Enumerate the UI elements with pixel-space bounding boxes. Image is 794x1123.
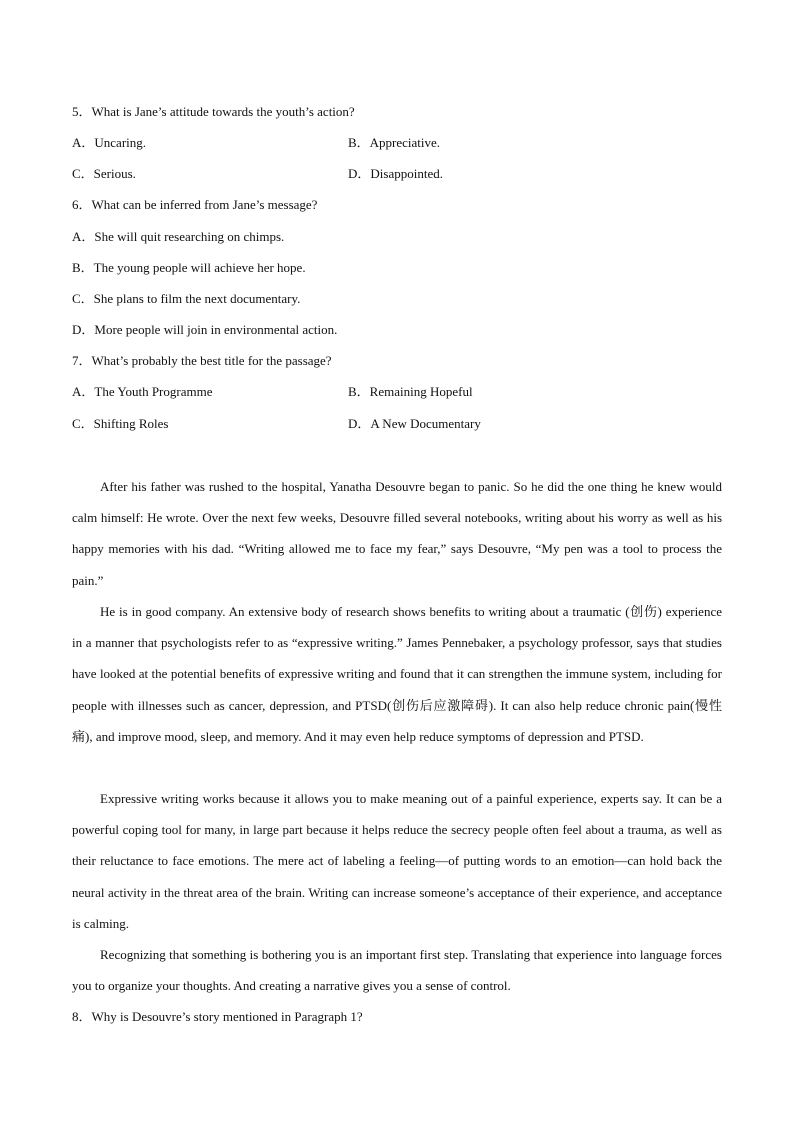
passage-paragraph-3: Expressive writing works because it allows you to make meaning out of a painful experience, experts say. It can be a powerful coping tool for many, in large part because it helps reduce the secrecy people often feel about a trauma, as well as their reluctance to face emotions. The mere act of labeling a feeling—of putting words to an emotion—can hold back the neural activity in the threat area of the brain. Writing can increase someone’s acceptance of their experience, and acceptance is calming. <box>72 791 722 931</box>
question-7-option-b: B．Remaining Hopeful <box>348 384 473 399</box>
question-6-option-b: B．The young people will achieve her hope. <box>72 260 306 275</box>
question-7-option-c: C．Shifting Roles <box>72 416 169 431</box>
question-7-option-d: D．A New Documentary <box>348 416 481 431</box>
passage-paragraph-2: He is in good company. An extensive body of research shows benefits to writing about a traumatic (创伤) experience in a manner that psychologists refer to as “expressive writing.” James Pennebaker, a psychology professor, says that studies have looked at the potential benefits of expressive writing and found that it can strengthen the immune system, including for people with illnesses such as cancer, depression, and PTSD(创伤后应激障碍). It can also help reduce chronic pain(慢性痛), and improve mood, sleep, and memory. And it may even help reduce symptoms of depression and PTSD. <box>72 604 722 744</box>
question-7-stem: 7．What’s probably the best title for the passage? <box>72 353 332 368</box>
question-5-option-d: D．Disappointed. <box>348 166 443 181</box>
question-5-option-b: B．Appreciative. <box>348 135 441 150</box>
question-5-option-c: C．Serious. <box>72 166 136 181</box>
question-6-stem: 6．What can be inferred from Jane’s message? <box>72 197 318 212</box>
question-6-option-d: D．More people will join in environmental action. <box>72 322 338 337</box>
question-5-stem: 5．What is Jane’s attitude towards the youth’s action? <box>72 104 355 119</box>
passage-paragraph-1: After his father was rushed to the hospital, Yanatha Desouvre began to panic. So he did the one thing he knew would calm himself: He wrote. Over the next few weeks, Desouvre filled several notebooks, writing about his worry as well as his happy memories with his dad. “Writing allowed me to face my fear,” says Desouvre, “My pen was a tool to process the pain.” <box>72 479 722 588</box>
question-6-option-a: A．She will quit researching on chimps. <box>72 229 285 244</box>
question-7-option-a: A．The Youth Programme <box>72 384 213 399</box>
question-8-stem: 8．Why is Desouvre’s story mentioned in Paragraph 1? <box>72 1009 363 1024</box>
question-6-option-c: C．She plans to film the next documentary. <box>72 291 301 306</box>
question-5-option-a: A．Uncaring. <box>72 135 147 150</box>
passage-paragraph-4: Recognizing that something is bothering you is an important first step. Translating that experience into language forces you to organize your thoughts. And creating a narrative gives you a sense of control. <box>72 947 722 994</box>
